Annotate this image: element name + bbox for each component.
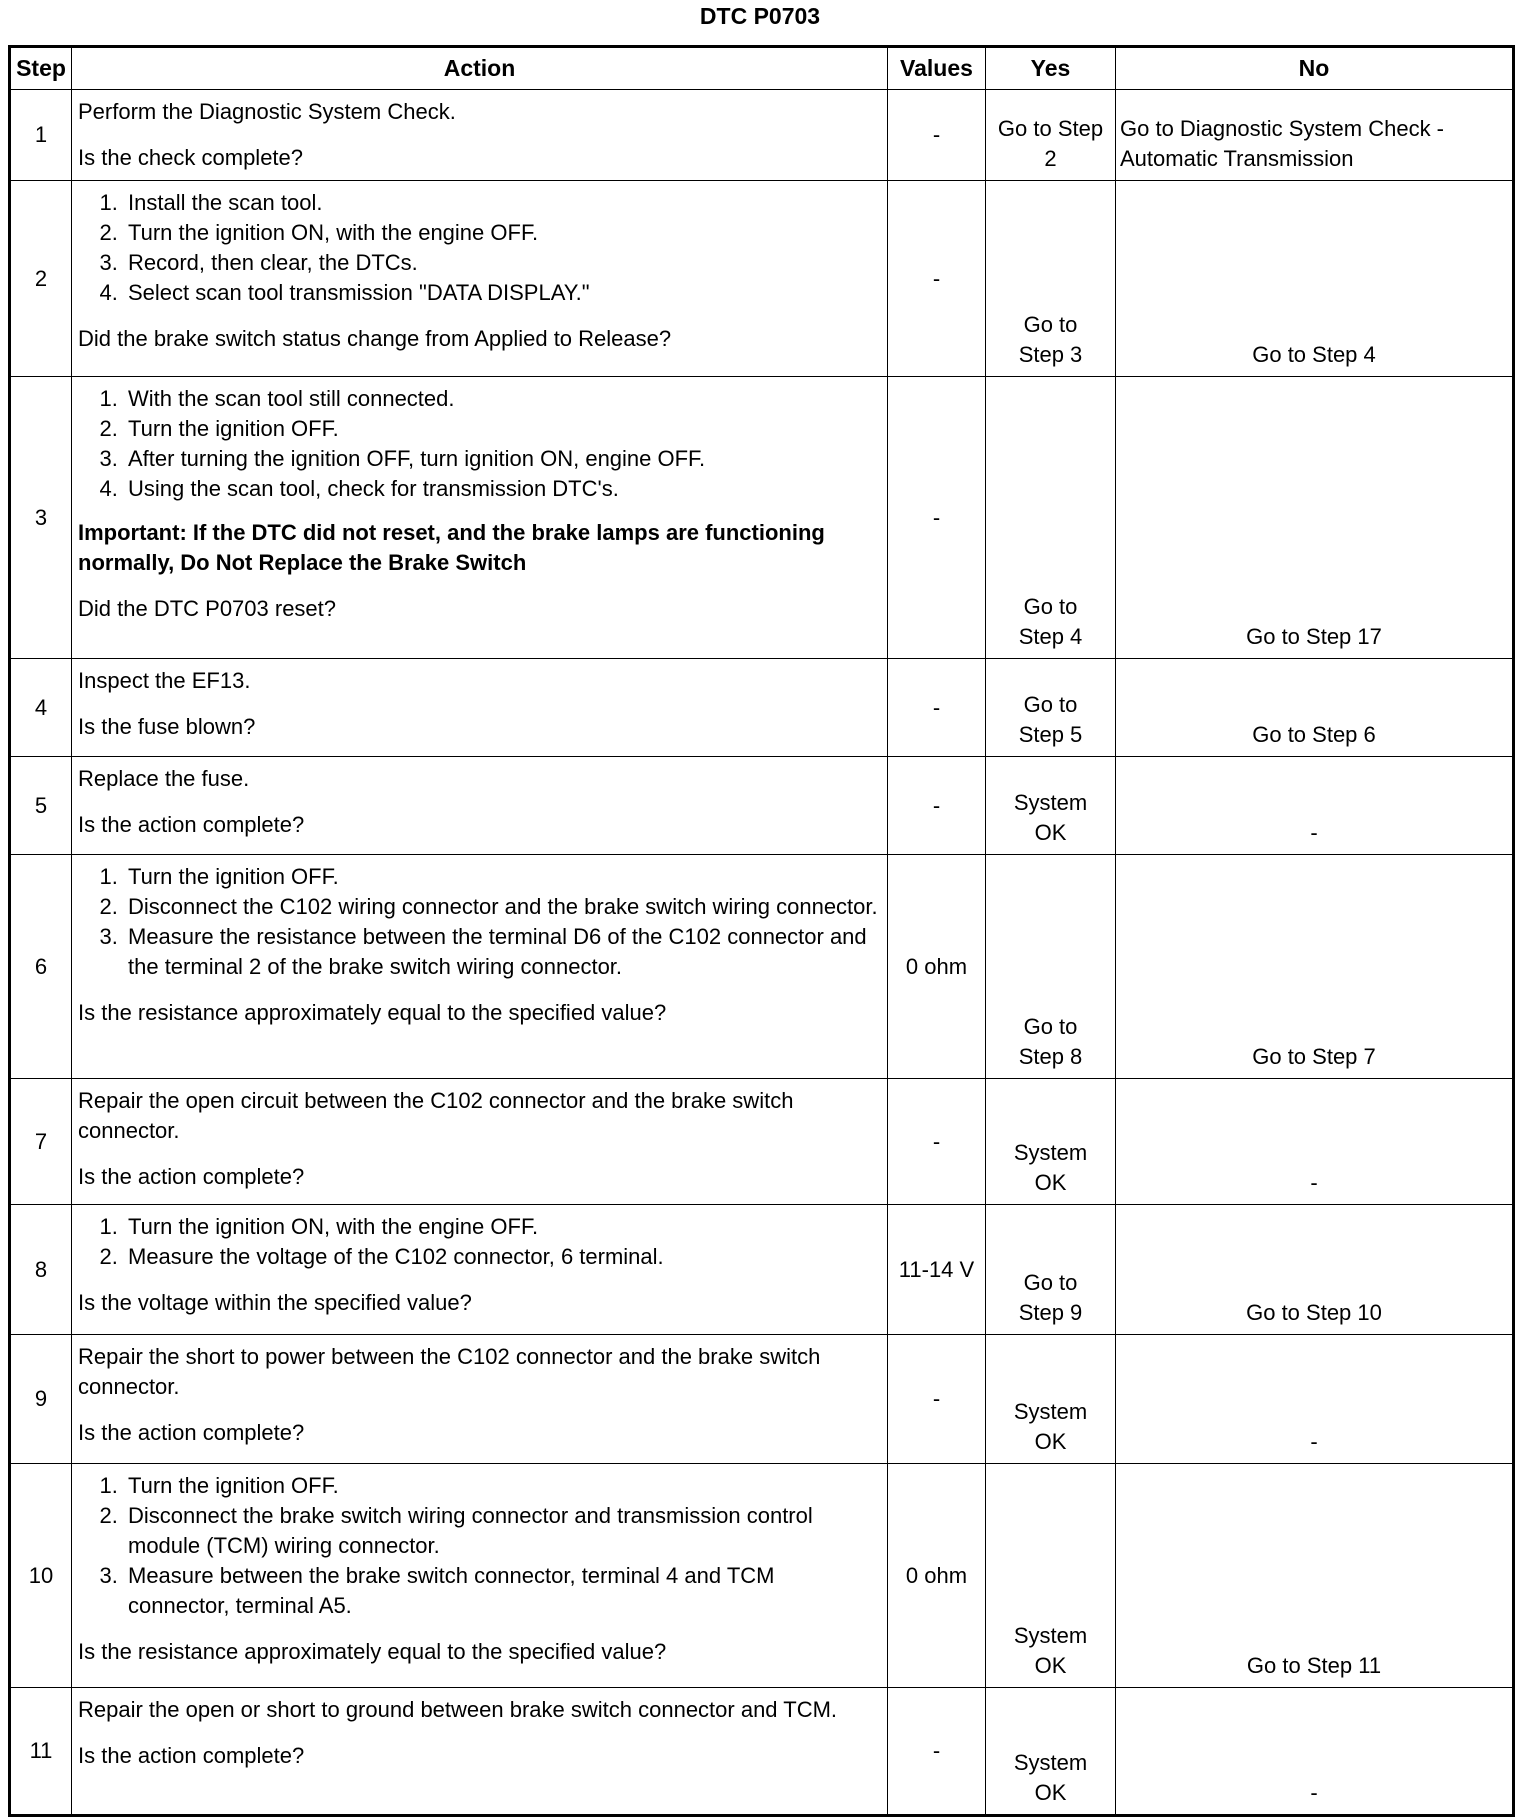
step-number: 10 bbox=[10, 1464, 72, 1688]
action-cell bbox=[72, 1688, 888, 1816]
column-header-no: No bbox=[1116, 47, 1514, 90]
yes-answer: System OK bbox=[1013, 1750, 1088, 1805]
table-row bbox=[10, 181, 1514, 377]
step-number: 2 bbox=[10, 181, 72, 377]
list-item: 1. Turn the ignition ON, with the engine OFF. bbox=[124, 1212, 881, 1242]
column-header-yes: Yes bbox=[986, 47, 1116, 90]
step-number: 7 bbox=[10, 1079, 72, 1205]
no-answer: Go to Diagnostic System Check - Automatic Transmission bbox=[1120, 116, 1445, 171]
action-cell bbox=[72, 377, 888, 659]
action-question: Is the check complete? bbox=[78, 145, 304, 170]
step-number: 8 bbox=[10, 1205, 72, 1335]
yes-answer: Go to Step 3 bbox=[1018, 312, 1083, 367]
table-row bbox=[10, 90, 1514, 181]
action-text: Replace the fuse. bbox=[78, 766, 250, 791]
yes-cell bbox=[986, 377, 1116, 659]
step-number: 1 bbox=[10, 90, 72, 181]
yes-cell bbox=[986, 1688, 1116, 1816]
action-steps-list bbox=[78, 188, 881, 308]
value-cell: - bbox=[888, 757, 986, 855]
action-cell bbox=[72, 659, 888, 757]
yes-cell bbox=[986, 1205, 1116, 1335]
no-answer: Go to Step 7 bbox=[1252, 1044, 1376, 1069]
table-header-row bbox=[10, 47, 1514, 90]
yes-answer: System OK bbox=[1013, 1140, 1088, 1195]
no-answer: Go to Step 17 bbox=[1246, 624, 1382, 649]
list-item: 2. Disconnect the brake switch wiring connector and transmission control module (TCM) wiring connector. bbox=[124, 1501, 881, 1561]
table-row bbox=[10, 1688, 1514, 1816]
no-answer: - bbox=[1310, 820, 1318, 845]
action-question: Is the action complete? bbox=[78, 812, 305, 837]
yes-answer: System OK bbox=[1013, 790, 1088, 845]
action-text: Inspect the EF13. bbox=[78, 668, 251, 693]
no-cell bbox=[1116, 90, 1514, 181]
action-steps-list bbox=[78, 1212, 881, 1272]
no-cell bbox=[1116, 377, 1514, 659]
no-answer: - bbox=[1310, 1780, 1318, 1805]
action-text: Repair the short to power between the C102 connector and the brake switch connector. bbox=[78, 1344, 821, 1399]
action-cell bbox=[72, 855, 888, 1079]
action-cell bbox=[72, 757, 888, 855]
list-item: 3. After turning the ignition OFF, turn ignition ON, engine OFF. bbox=[124, 444, 881, 474]
yes-cell bbox=[986, 181, 1116, 377]
yes-cell bbox=[986, 1464, 1116, 1688]
value-cell: - bbox=[888, 659, 986, 757]
yes-answer: Go to Step 5 bbox=[1018, 692, 1083, 747]
list-item: 1. Install the scan tool. bbox=[124, 188, 881, 218]
action-cell bbox=[72, 90, 888, 181]
action-cell bbox=[72, 1335, 888, 1464]
action-question: Is the action complete? bbox=[78, 1420, 305, 1445]
list-item: 1. Turn the ignition OFF. bbox=[124, 1471, 881, 1501]
action-cell bbox=[72, 181, 888, 377]
table-row bbox=[10, 1205, 1514, 1335]
no-cell bbox=[1116, 1688, 1514, 1816]
value-cell: - bbox=[888, 377, 986, 659]
no-answer: - bbox=[1310, 1170, 1318, 1195]
no-cell bbox=[1116, 1205, 1514, 1335]
value-cell: - bbox=[888, 1079, 986, 1205]
table-row bbox=[10, 757, 1514, 855]
action-steps-list bbox=[78, 384, 881, 504]
no-cell bbox=[1116, 1079, 1514, 1205]
no-answer: Go to Step 6 bbox=[1252, 722, 1376, 747]
value-cell: - bbox=[888, 181, 986, 377]
action-question: Did the DTC P0703 reset? bbox=[78, 596, 337, 621]
step-number: 3 bbox=[10, 377, 72, 659]
no-cell bbox=[1116, 855, 1514, 1079]
column-header-values: Values bbox=[888, 47, 986, 90]
important-note: Important: If the DTC did not reset, and the brake lamps are functioning normally, Do Not Replace the Brake Switch bbox=[78, 520, 825, 575]
list-item: 1. With the scan tool still connected. bbox=[124, 384, 881, 414]
no-answer: Go to Step 11 bbox=[1246, 1653, 1382, 1678]
no-cell bbox=[1116, 659, 1514, 757]
column-header-action: Action bbox=[72, 47, 888, 90]
action-question: Is the action complete? bbox=[78, 1743, 305, 1768]
value-cell: 0 ohm bbox=[888, 855, 986, 1079]
table-row bbox=[10, 1079, 1514, 1205]
list-item: 4. Select scan tool transmission "DATA DISPLAY." bbox=[124, 278, 881, 308]
value-cell: - bbox=[888, 1688, 986, 1816]
action-question: Is the action complete? bbox=[78, 1164, 305, 1189]
table-row bbox=[10, 1464, 1514, 1688]
yes-answer: Go to Step 9 bbox=[1018, 1270, 1083, 1325]
table-row bbox=[10, 377, 1514, 659]
value-cell: 11-14 V bbox=[888, 1205, 986, 1335]
yes-cell bbox=[986, 855, 1116, 1079]
list-item: 2. Turn the ignition OFF. bbox=[124, 414, 881, 444]
step-number: 11 bbox=[10, 1688, 72, 1816]
yes-answer: Go to Step 4 bbox=[1018, 594, 1083, 649]
no-answer: Go to Step 10 bbox=[1246, 1300, 1382, 1325]
step-number: 5 bbox=[10, 757, 72, 855]
list-item: 3. Record, then clear, the DTCs. bbox=[124, 248, 881, 278]
yes-cell bbox=[986, 1335, 1116, 1464]
value-cell: 0 ohm bbox=[888, 1464, 986, 1688]
step-number: 9 bbox=[10, 1335, 72, 1464]
action-cell bbox=[72, 1464, 888, 1688]
action-question: Did the brake switch status change from Applied to Release? bbox=[78, 326, 672, 351]
list-item: 1. Turn the ignition OFF. bbox=[124, 862, 881, 892]
list-item: 3. Measure between the brake switch connector, terminal 4 and TCM connector, terminal A5. bbox=[124, 1561, 881, 1621]
yes-cell bbox=[986, 757, 1116, 855]
step-number: 4 bbox=[10, 659, 72, 757]
list-item: 2. Disconnect the C102 wiring connector and the brake switch wiring connector. bbox=[124, 892, 881, 922]
list-item: 2. Measure the voltage of the C102 connector, 6 terminal. bbox=[124, 1242, 881, 1272]
action-cell bbox=[72, 1205, 888, 1335]
yes-cell bbox=[986, 659, 1116, 757]
no-answer: - bbox=[1310, 1429, 1318, 1454]
action-question: Is the fuse blown? bbox=[78, 714, 256, 739]
value-cell: - bbox=[888, 1335, 986, 1464]
step-number: 6 bbox=[10, 855, 72, 1079]
value-cell: - bbox=[888, 90, 986, 181]
table-row bbox=[10, 855, 1514, 1079]
no-cell bbox=[1116, 1464, 1514, 1688]
column-header-step: Step bbox=[10, 47, 72, 90]
table-row bbox=[10, 1335, 1514, 1464]
diagnostic-table bbox=[8, 45, 1515, 1817]
action-text: Perform the Diagnostic System Check. bbox=[78, 99, 456, 124]
action-steps-list bbox=[78, 862, 881, 982]
list-item: 2. Turn the ignition ON, with the engine OFF. bbox=[124, 218, 881, 248]
action-question: Is the voltage within the specified value? bbox=[78, 1290, 472, 1315]
no-answer: Go to Step 4 bbox=[1252, 342, 1376, 367]
action-question: Is the resistance approximately equal to the specified value? bbox=[78, 1639, 667, 1664]
page-title: DTC P0703 bbox=[699, 3, 821, 29]
action-text: Repair the open or short to ground between brake switch connector and TCM. bbox=[78, 1697, 838, 1722]
yes-answer: Go to Step 2 bbox=[997, 116, 1104, 171]
yes-cell bbox=[986, 1079, 1116, 1205]
no-cell bbox=[1116, 757, 1514, 855]
action-question: Is the resistance approximately equal to the specified value? bbox=[78, 1000, 667, 1025]
action-text: Repair the open circuit between the C102 connector and the brake switch connector. bbox=[78, 1088, 794, 1143]
no-cell bbox=[1116, 1335, 1514, 1464]
action-cell bbox=[72, 1079, 888, 1205]
yes-answer: System OK bbox=[1013, 1623, 1088, 1678]
table-row bbox=[10, 659, 1514, 757]
yes-answer: System OK bbox=[1013, 1399, 1088, 1454]
yes-cell bbox=[986, 90, 1116, 181]
list-item: 4. Using the scan tool, check for transmission DTC's. bbox=[124, 474, 881, 504]
action-steps-list bbox=[78, 1471, 881, 1621]
list-item: 3. Measure the resistance between the terminal D6 of the C102 connector and the terminal 2 of the brake switch wiring connector. bbox=[124, 922, 881, 982]
yes-answer: Go to Step 8 bbox=[1018, 1014, 1083, 1069]
no-cell bbox=[1116, 181, 1514, 377]
